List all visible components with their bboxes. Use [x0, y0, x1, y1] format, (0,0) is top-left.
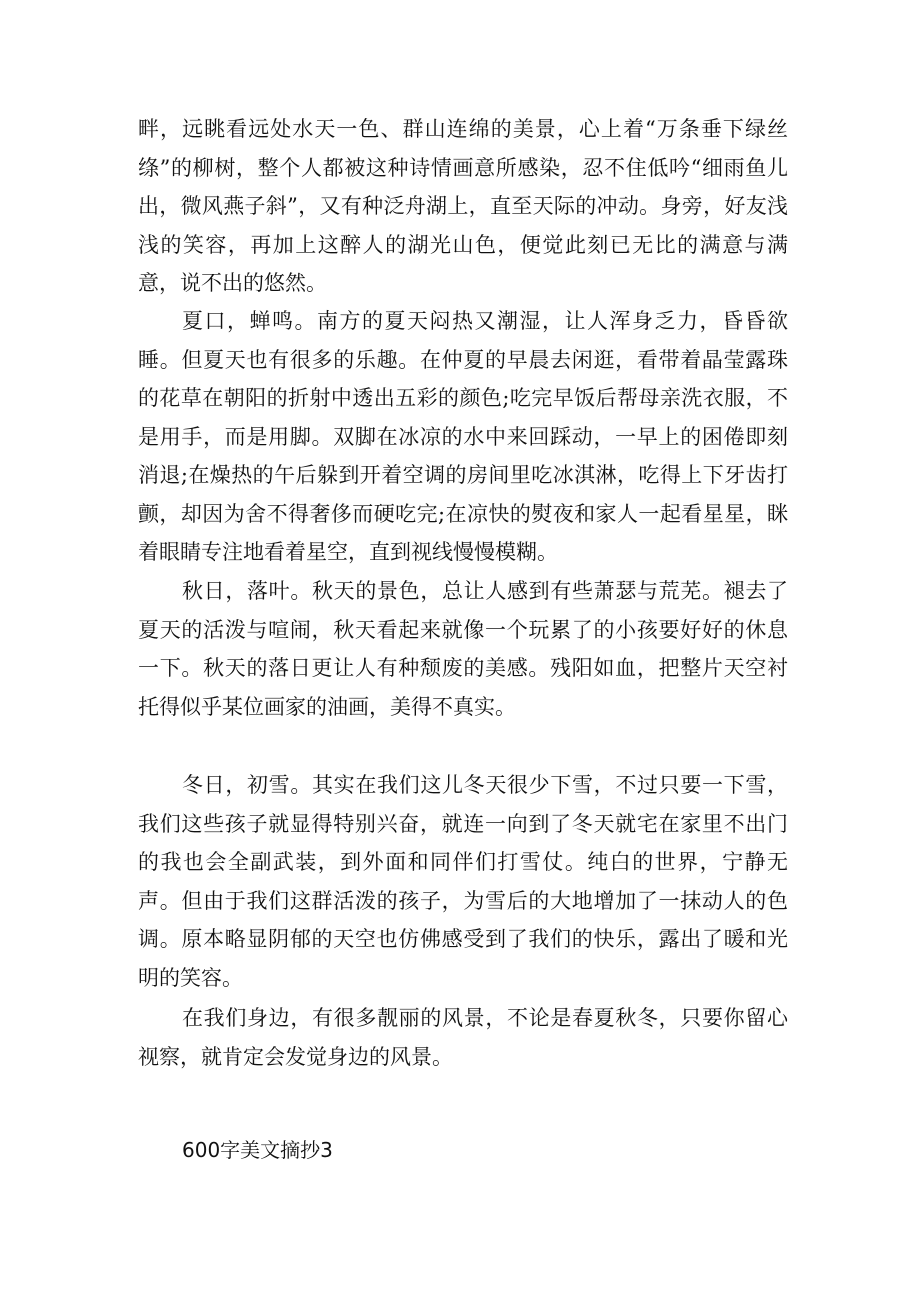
paragraph-spring-lake: 畔，远眺看远处水天一色、群山连绵的美景，心上着“万条垂下绿丝绦”的柳树，整个人都被这种诗情画意所感染，忍不住低吟“细雨鱼儿出，微风燕子斜”，又有种泛舟湖上，直至天际的冲动。身旁，好友浅浅的笑容，再加上这醉人的湖光山色，便觉此刻已无比的满意与满意，说不出的悠然。: [138, 117, 788, 295]
paragraph-conclusion: 在我们身边，有很多靓丽的风景，不论是春夏秋冬，只要你留心视察，就肯定会发觉身边的风景。: [138, 1006, 788, 1069]
paragraph-autumn: 秋日，落叶。秋天的景色，总让人感到有些萧瑟与荒芜。褪去了夏天的活泼与喧闹，秋天看起来就像一个玩累了的小孩要好好的休息一下。秋天的落日更让人有种颓废的美感。残阳如血，把整片天空衬托得似乎某位画家的油画，美得不真实。: [138, 579, 788, 719]
paragraph-winter: 冬日，初雪。其实在我们这儿冬天很少下雪，不过只要一下雪，我们这些孩子就显得特别兴奋，就连一向到了冬天就宅在家里不出门的我也会全副武装，到外面和同伴们打雪仗。纯白的世界，宁静无声。但由于我们这群活泼的孩子，为雪后的大地增加了一抹动人的色调。原本略显阴郁的天空也仿佛感受到了我们的快乐，露出了暖和光明的笑容。: [138, 773, 788, 990]
paragraph-summer: 夏口，蝉鸣。南方的夏天闷热又潮湿，让人浑身乏力，昏昏欲睡。但夏天也有很多的乐趣。在仲夏的早晨去闲逛，看带着晶莹露珠的花草在朝阳的折射中透出五彩的颜色;吃完早饭后帮母亲洗衣服，不是用手，而是用脚。双脚在冰凉的水中来回踩动，一早上的困倦即刻消退;在燥热的午后躲到开着空调的房间里吃冰淇淋，吃得上下牙齿打颤，却因为舍不得奢侈而硬吃完;在凉快的熨夜和家人一起看星星，眯着眼睛专注地看着星空，直到视线慢慢模糊。: [138, 309, 788, 564]
section-heading: 600字美文摘抄3: [182, 1138, 333, 1162]
